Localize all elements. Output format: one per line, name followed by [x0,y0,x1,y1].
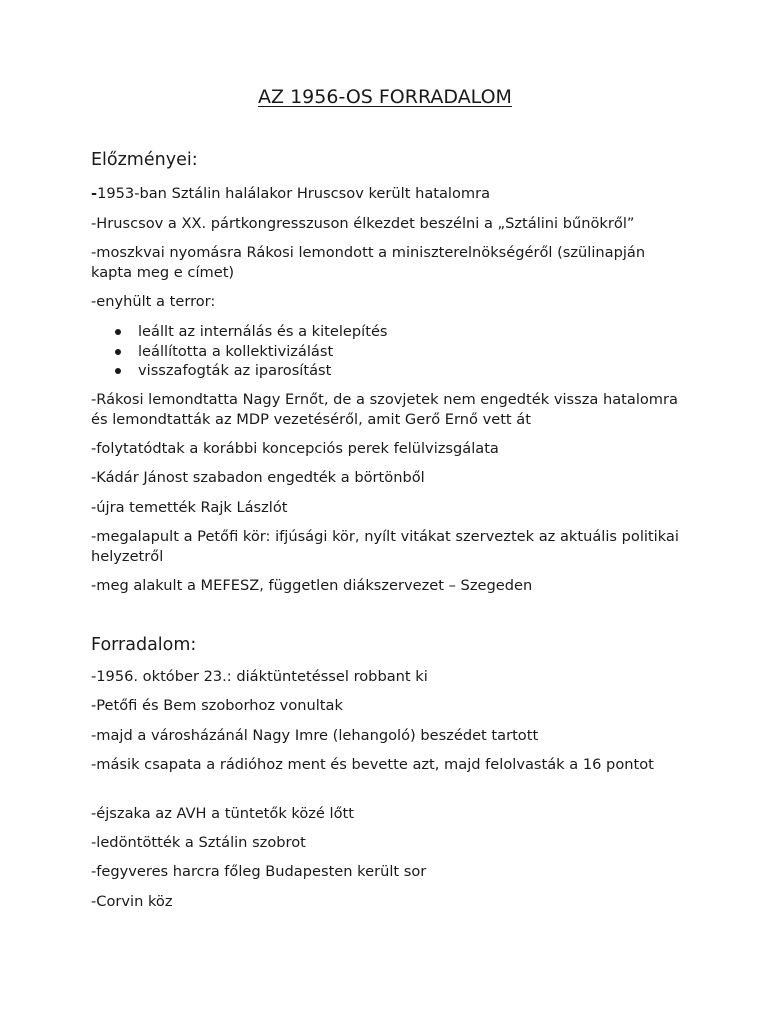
paragraph: -Corvin köz [91,893,173,910]
section-heading-background: Előzményei: [91,150,198,170]
paragraph: -Petőfi és Bem szoborhoz vonultak [91,697,343,714]
paragraph: -Kádár Jánost szabadon engedték a börtönből [91,469,425,486]
paragraph: -moszkvai nyomásra Rákosi lemondott a miniszterelnökségéről (szülinapján kapta meg e címet) [91,244,646,281]
paragraph: -Hruscsov a XX. pártkongresszuson élkezdet beszélni a „Sztálini bűnökről” [91,215,635,232]
paragraph: -meg alakult a MEFESZ, független diákszervezet – Szegeden [91,577,533,594]
paragraph: -megalapult a Petőfi kör: ifjúsági kör, nyílt vitákat szerveztek az aktuális politikai helyzetről [91,528,679,565]
paragraph-text: 1953-ban Sztálin halálakor Hruscsov került hatalomra [97,185,491,202]
paragraph: -másik csapata a rádióhoz ment és bevette azt, majd felolvasták a 16 pontot [91,756,654,773]
paragraph: -éjszaka az AVH a tüntetők közé lőtt [91,805,354,822]
document-title: AZ 1956-OS FORRADALOM [258,86,512,108]
paragraph [91,184,681,204]
paragraph: -1956. október 23.: diáktüntetéssel robbant ki [91,668,428,685]
bullet-item: visszafogták az iparosítást [91,361,388,381]
bullet-dot-icon [115,329,121,335]
bullet-item: leállította a kollektivizálást [91,342,388,362]
paragraph: -fegyveres harcra főleg Budapesten került sor [91,863,427,880]
bullet-list [91,322,388,381]
leading-dash: - [91,185,98,202]
paragraph: -majd a városházánál Nagy Imre (lehangoló) beszédet tartott [91,727,539,744]
paragraph: -Rákosi lemondtatta Nagy Ernőt, de a szovjetek nem engedték vissza hatalomra és lemondtatták az MDP vezetéséről, amit Gerő Ernő vett át [91,391,678,428]
paragraph: -újra temették Rajk Lászlót [91,499,288,516]
bullet-dot-icon [115,349,121,355]
paragraph: -ledöntötték a Sztálin szobrot [91,834,306,851]
section-heading-revolution: Forradalom: [91,635,197,655]
bullet-dot-icon [115,368,121,374]
paragraph: -enyhült a terror: [91,293,216,310]
paragraph: -folytatódtak a korábbi koncepciós perek felülvizsgálata [91,440,499,457]
bullet-item: leállt az internálás és a kitelepítés [91,322,388,342]
